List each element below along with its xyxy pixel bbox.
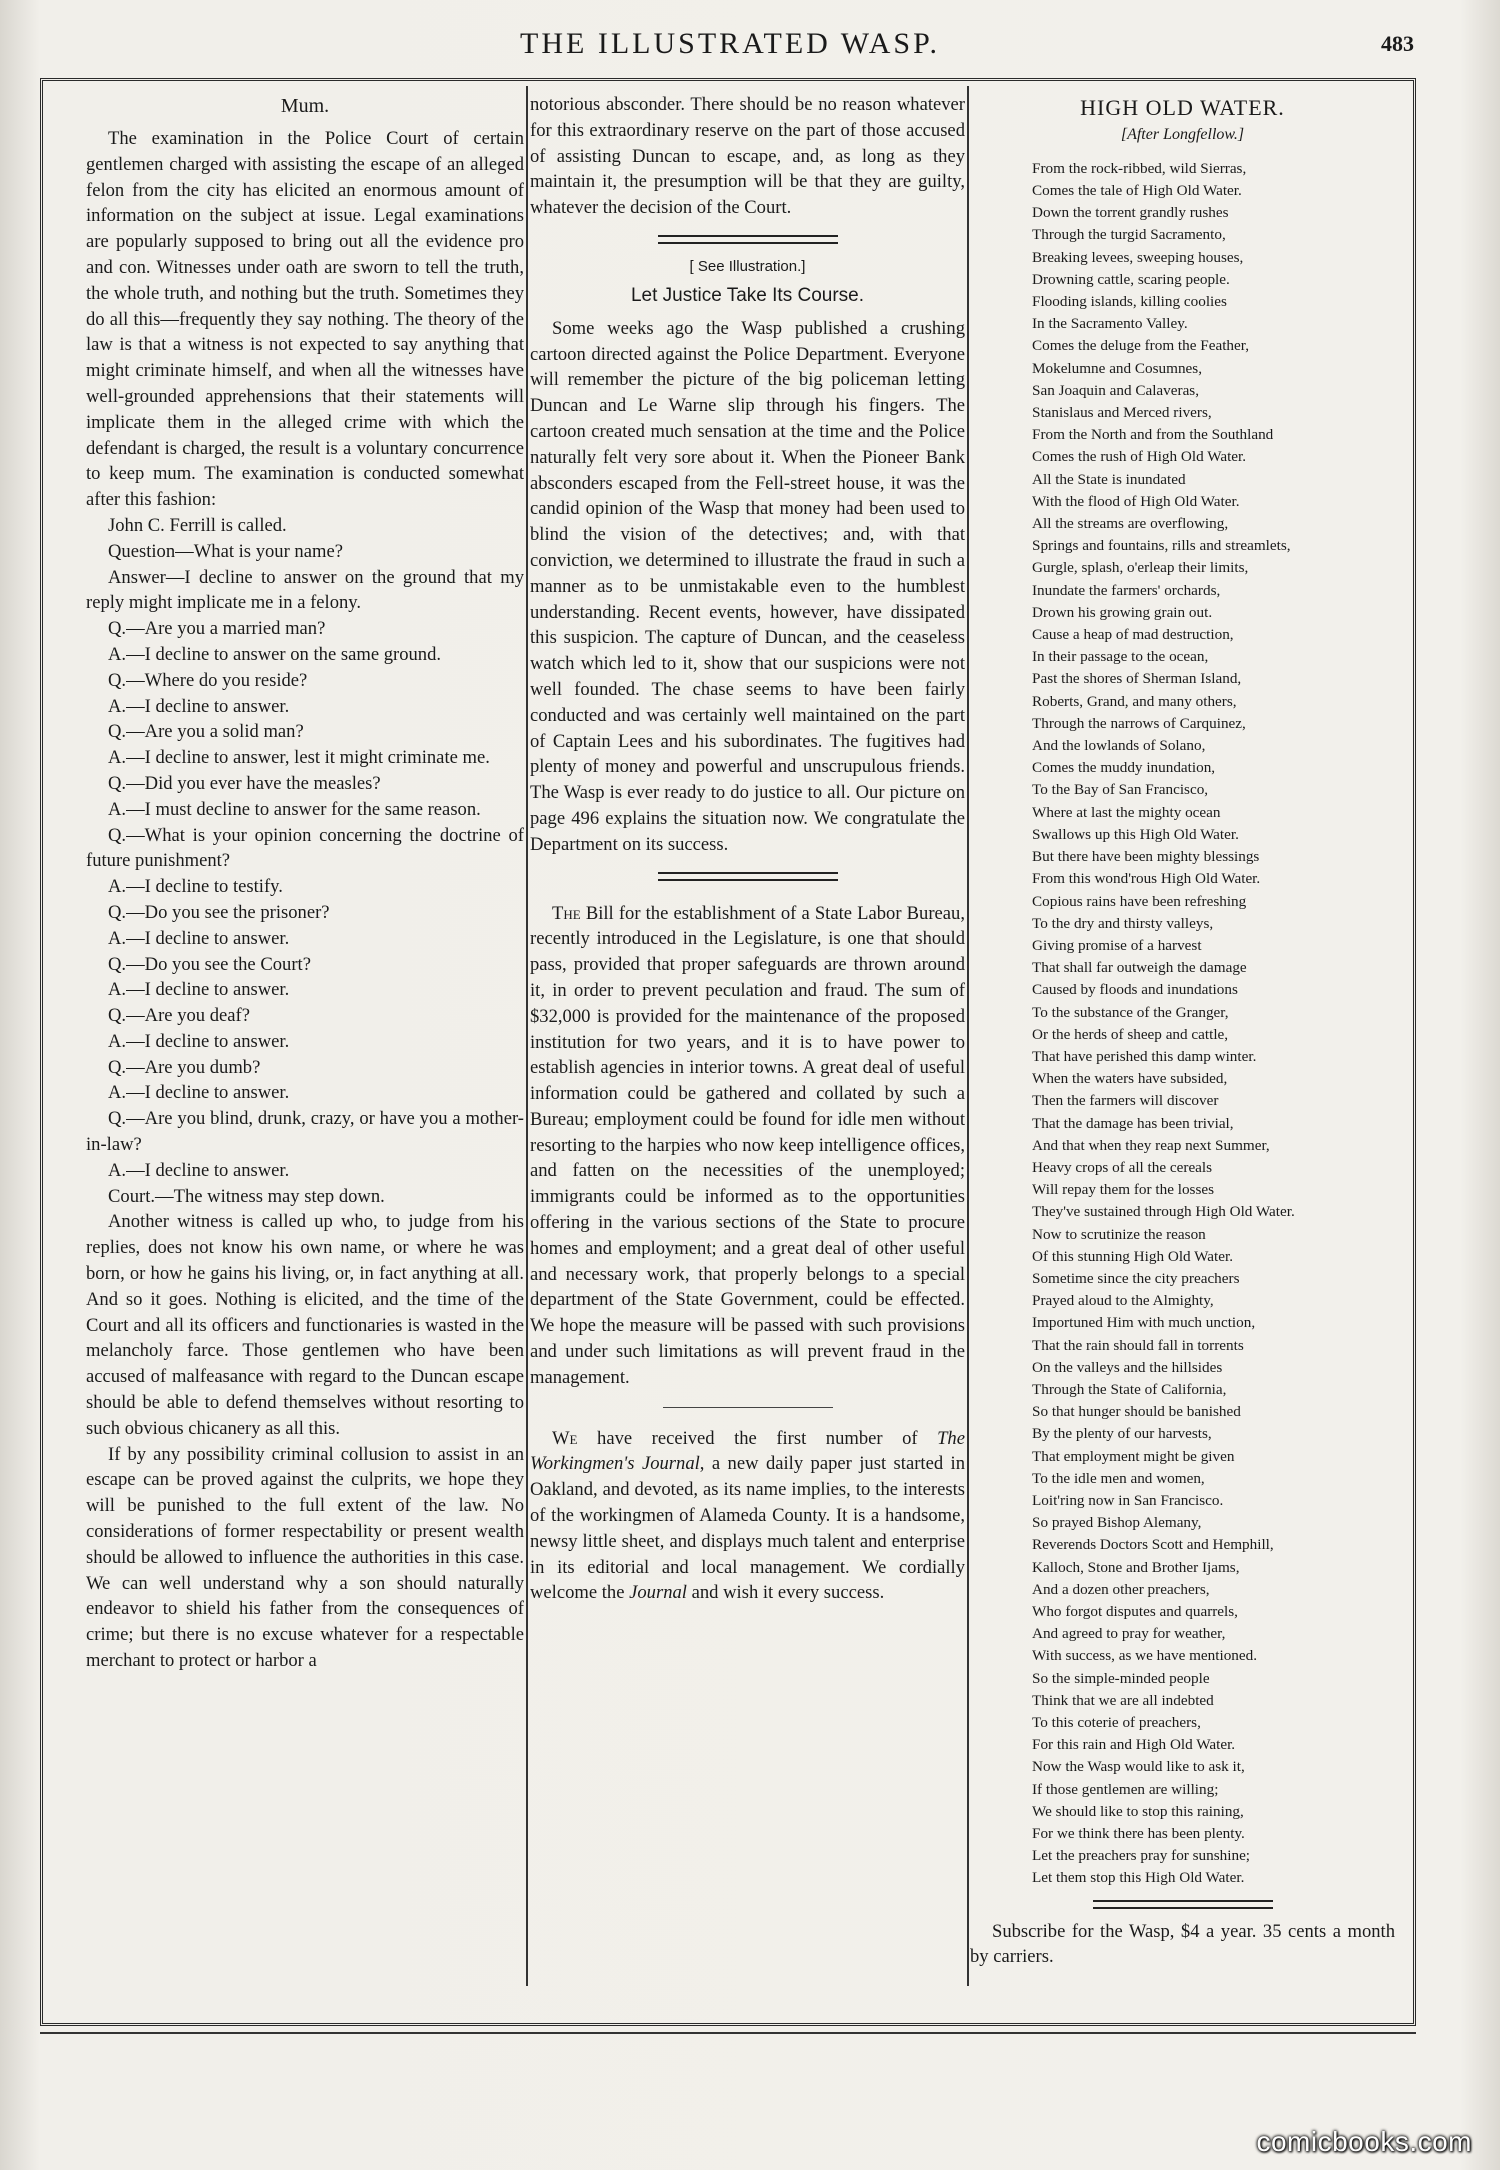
mum-qa-list — [86, 513, 524, 1210]
qa-line: A.—I decline to answer. — [108, 695, 290, 717]
separator — [663, 1407, 833, 1408]
poem-line: Breaking levees, sweeping houses, — [1032, 248, 1244, 266]
poem-line: They've sustained through High Old Water. — [1032, 1203, 1295, 1221]
qa-line: Q.—Where do you reside? — [108, 669, 308, 691]
poem-line: Comes the deluge from the Feather, — [1032, 337, 1250, 355]
mum-closing — [86, 1209, 524, 1673]
poem-line: Inundate the farmers' orchards, — [1032, 581, 1221, 599]
qa-line: Question—What is your name? — [108, 540, 343, 562]
qa-line: Q.—Are you blind, drunk, crazy, or have you a mother-in-law? — [86, 1108, 524, 1156]
qa-line: Q.—Are you a married man? — [108, 618, 326, 640]
poem-line: For we think there has been plenty. — [1032, 1825, 1245, 1843]
poem-line: To the idle men and women, — [1032, 1469, 1205, 1487]
poem-line: Mokelumne and Cosumnes, — [1032, 359, 1202, 377]
qa-line: A.—I decline to answer on the same ground. — [108, 643, 442, 665]
mum-continuation: notorious absconder. There should be no reason whatever for this extraordinary reserve on the part of those accused of assisting Duncan to escape, and, as long as they maintain it, the presumption will be that they are guilty, whatever the decision of the Court. — [530, 94, 965, 219]
qa-line: A.—I decline to answer. — [108, 1159, 290, 1181]
poem-line: And agreed to pray for weather, — [1032, 1625, 1226, 1643]
mum-paragraph: Another witness is called up who, to judge from his replies, does not know his own name, or where he was born, or how he gains his living, or, in fact anything at all. And so it goes. Nothing is elicited, and the time of the Court and all its officers and functionaries is wasted in the melancholy farce. Those gentlemen who have been accused of malfeasance with regard to the Duncan escape should be able to defend themselves without resorting to such obvious chicanery as all this. — [86, 1211, 524, 1439]
poem-line: Think that we are all indebted — [1032, 1691, 1214, 1709]
qa-line: A.—I decline to answer. — [108, 927, 290, 949]
separator — [530, 235, 965, 244]
poem-line: With the flood of High Old Water. — [1032, 492, 1240, 510]
masthead — [40, 22, 1420, 66]
poem-line: Importuned Him with much unction, — [1032, 1314, 1256, 1332]
poem-line: On the valleys and the hillsides — [1032, 1358, 1223, 1376]
poem-line: Roberts, Grand, and many others, — [1032, 692, 1237, 710]
poem-line: Of this stunning High Old Water. — [1032, 1247, 1233, 1265]
poem-title: HIGH OLD WATER. — [1080, 95, 1285, 120]
poem-line: Down the torrent grandly rushes — [1032, 204, 1229, 222]
poem-line: To the substance of the Granger, — [1032, 1003, 1229, 1021]
poem-line: With success, as we have mentioned. — [1032, 1647, 1258, 1665]
journal-lead: We — [552, 1427, 578, 1449]
poem-line: Drown his growing grain out. — [1032, 603, 1213, 621]
poem-line: By the plenty of our harvests, — [1032, 1425, 1212, 1443]
poem-line: That the damage has been trivial, — [1032, 1114, 1234, 1132]
poem-line: Let the preachers pray for sunshine; — [1032, 1847, 1251, 1865]
poem-line: All the streams are overflowing, — [1032, 515, 1229, 533]
poem-line: Springs and fountains, rills and streamlets, — [1032, 537, 1291, 555]
poem-line: We should like to stop this raining, — [1032, 1802, 1244, 1820]
journal-body-2: , a new daily paper just started in Oakland, and devoted, as its name implies, to the interests of the workingmen of Alameda County. It is a handsome, newsy little sheet, and displays much talent and enterprise in its editorial and local management. We cordially welcome the — [530, 1453, 966, 1604]
justice-body: Some weeks ago the Wasp published a crushing cartoon directed against the Police Department. Everyone will remember the picture of the big policeman letting Duncan and Le Warne slip through his fingers. The cartoon created much sensation at the time and the Police naturally felt very sore about it. When the Pioneer Bank absconders escaped from the Fell-street house, it was the candid opinion of the Wasp that money had been used to blind the vision of the detectives; and, with that conviction, we determined to illustrate the fraud in such a manner as to be unmistakable even to the humblest understanding. Recent events, however, have dissipated this suspicion. The capture of Duncan, and the ceaseless watch which led to it, show that our suspicions were not well founded. The chase seems to have been fairly conducted and was certainly well maintained on the part of Captain Lees and his subordinates. The fugitives had plenty of money and powerful and unscrupulous friends. The Wasp is ever ready to do justice to all. Our picture on page 496 explains the situation now. We congratulate the Department on its success. — [530, 317, 965, 855]
poem-line: When the waters have subsided, — [1032, 1070, 1228, 1088]
poem-line: So prayed Bishop Alemany, — [1032, 1514, 1202, 1532]
see-illustration-note: [ See Illustration.] — [689, 257, 806, 275]
poem-line: That employment might be given — [1032, 1447, 1235, 1465]
journal-title: The Workingmen's Journal — [530, 1427, 965, 1475]
qa-line: Answer—I decline to answer on the ground that my reply might implicate me in a felony. — [86, 566, 524, 614]
poem-line: Copious rains have been refreshing — [1032, 892, 1247, 910]
poem-line: And the lowlands of Solano, — [1032, 737, 1206, 755]
poem-line: To the Bay of San Francisco, — [1032, 781, 1209, 799]
poem-line: Sometime since the city preachers — [1032, 1269, 1240, 1287]
poem-line: Caused by floods and inundations — [1032, 981, 1238, 999]
bottom-rule — [40, 2032, 1416, 2034]
mum-intro — [86, 126, 524, 513]
poem-line: Now the Wasp would like to ask it, — [1032, 1758, 1245, 1776]
poem-line: If those gentlemen are willing; — [1032, 1780, 1219, 1798]
qa-line: Q.—Did you ever have the measles? — [108, 772, 381, 794]
article-title-justice: Let Justice Take Its Course. — [630, 284, 865, 306]
column-divider-1 — [526, 86, 528, 1986]
column-divider-2 — [967, 86, 969, 1986]
labor-lead: The — [552, 902, 581, 924]
qa-line: A.—I must decline to answer for the same reason. — [108, 798, 481, 820]
poem-line: Giving promise of a harvest — [1032, 936, 1202, 954]
poem-line: For this rain and High Old Water. — [1032, 1736, 1236, 1754]
qa-line: Q.—Are you dumb? — [108, 1056, 261, 1078]
poem-line: In their passage to the ocean, — [1032, 648, 1209, 666]
poem-subtitle: [After Longfellow.] — [1120, 126, 1245, 143]
journal-body-1: have received the first number of — [597, 1427, 938, 1449]
poem-line: Comes the muddy inundation, — [1032, 759, 1216, 777]
poem-line: Where at last the mighty ocean — [1032, 803, 1221, 821]
poem-line: And a dozen other preachers, — [1032, 1580, 1210, 1598]
poem-line: Now to scrutinize the reason — [1032, 1225, 1206, 1243]
poem-line: Then the farmers will discover — [1032, 1092, 1219, 1110]
qa-line: Court.—The witness may step down. — [108, 1185, 385, 1207]
poem-line: To the dry and thirsty valleys, — [1032, 914, 1214, 932]
qa-line: A.—I decline to answer. — [108, 979, 290, 1001]
journal-body-3: and wish it every success. — [686, 1582, 885, 1604]
poem-line: From the North and from the Southland — [1032, 426, 1274, 444]
journal-paragraph — [530, 1426, 965, 1607]
poem-line: Flooding islands, killing coolies — [1032, 293, 1227, 311]
poem-line: Gurgle, splash, o'erleap their limits, — [1032, 559, 1249, 577]
poem-line: Cause a heap of mad destruction, — [1032, 626, 1234, 644]
poem-line: Who forgot disputes and quarrels, — [1032, 1603, 1238, 1620]
poem-line: Comes the rush of High Old Water. — [1032, 448, 1247, 466]
poem-line: In the Sacramento Valley. — [1032, 315, 1188, 333]
poem-line: Drowning cattle, scaring people. — [1032, 270, 1230, 288]
poem-line: Prayed aloud to the Almighty, — [1032, 1292, 1214, 1310]
page-number: 483 — [1381, 31, 1414, 56]
masthead-title: THE ILLUSTRATED WASP. — [520, 27, 940, 60]
poem-line: San Joaquin and Calaveras, — [1032, 381, 1200, 399]
poem-line: That have perished this damp winter. — [1032, 1047, 1257, 1065]
labor-body: Bill for the establishment of a State Labor Bureau, recently introduced in the Legislature, is one that should pass, provided that proper safeguards are thrown around it, in order to prevent peculation and fraud. The sum of $32,000 is provided for the maintenance of the proposed institution for two years, and it is to have power to establish agencies in interior towns. A great deal of useful information could be gathered and collated by such a Bureau; employment could be found for idle men without resorting to the harpies who now keep intelligence offices, and fatten on the necessities of the unemployed; immigrants could be informed as to the opportunities offering in the various sections of the State to procure homes and employment; and a great deal of other useful and necessary work, that properly belongs to a special department of the State Government, could be effected. We hope the measure will be passed with such provisions and under such limitations as will prevent fraud in the management. — [530, 902, 965, 1388]
poem-line: Through the turgid Sacramento, — [1032, 226, 1226, 244]
poem-line: Or the herds of sheep and cattle, — [1032, 1025, 1229, 1043]
poem-line: Heavy crops of all the cereals — [1032, 1158, 1213, 1176]
poem-line: Past the shores of Sherman Island, — [1032, 670, 1242, 688]
poem-line: And that when they reap next Summer, — [1032, 1136, 1270, 1154]
qa-line: Q.—Are you a solid man? — [108, 721, 304, 743]
poem-line: Through the State of California, — [1032, 1380, 1227, 1398]
poem-line: That shall far outweigh the damage — [1032, 959, 1247, 977]
qa-line: A.—I decline to answer. — [108, 1082, 290, 1104]
poem-line: That the rain should fall in torrents — [1032, 1336, 1244, 1354]
poem-body — [970, 158, 1395, 1890]
qa-line: A.—I decline to answer. — [108, 1030, 290, 1052]
poem-line: To this coterie of preachers, — [1032, 1714, 1201, 1732]
separator — [530, 872, 965, 881]
watermark: comicbooks.com — [1256, 2126, 1472, 2157]
poem-line: Comes the tale of High Old Water. — [1032, 182, 1242, 199]
qa-line: Q.—What is your opinion concerning the doctrine of future punishment? — [86, 824, 524, 872]
poem-line: Kalloch, Stone and Brother Ijams, — [1032, 1558, 1240, 1576]
qa-line: Q.—Do you see the prisoner? — [108, 901, 330, 923]
poem-line: From this wond'rous High Old Water. — [1032, 870, 1261, 888]
labor-bureau-paragraph — [530, 901, 965, 1391]
mum-paragraph: The examination in the Police Court of certain gentlemen charged with assisting the escape of an alleged felon from the city has elicited an enormous amount of information on the subject at issue. Legal examinations are popularly supposed to bring out all the evidence pro and con. Witnesses under oath are sworn to tell the truth, the whole truth, and nothing but the truth. Sometimes they do all this—frequently they say nothing. The theory of the law is that a witness is not expected to say anything that might criminate himself, and when all the witnesses have well-grounded apprehensions that their statements will implicate them in the alleged crime with which the defendant is charged, the result is a voluntary concurrence to keep mum. The examination is conducted somewhat after this fashion: — [86, 128, 524, 511]
qa-line: Q.—Are you deaf? — [108, 1005, 250, 1027]
poem-line: So that hunger should be banished — [1032, 1403, 1241, 1421]
poem-line: So the simple-minded people — [1032, 1669, 1210, 1687]
column-poem — [970, 92, 1395, 1970]
journal-title-2: Journal — [629, 1582, 687, 1604]
poem-line: Through the narrows of Carquinez, — [1032, 714, 1246, 732]
article-title-mum: Mum. — [280, 95, 330, 117]
poem-line: Stanislaus and Merced rivers, — [1032, 404, 1212, 422]
poem-line: All the State is inundated — [1032, 470, 1186, 488]
column-middle — [530, 92, 965, 1606]
qa-line: John C. Ferrill is called. — [108, 514, 287, 536]
separator — [970, 1900, 1395, 1909]
poem-line: Will repay them for the losses — [1032, 1181, 1215, 1199]
qa-line: A.—I decline to answer, lest it might criminate me. — [108, 747, 490, 769]
poem-line: But there have been mighty blessings — [1032, 848, 1260, 866]
poem-line: Loit'ring now in San Francisco. — [1032, 1491, 1224, 1509]
poem-line: From the rock-ribbed, wild Sierras, — [1032, 159, 1247, 177]
subscribe-notice: Subscribe for the Wasp, $4 a year. 35 cents a month by carriers. — [970, 1920, 1395, 1968]
column-mum — [86, 92, 524, 1992]
poem-line: Let them stop this High Old Water. — [1032, 1869, 1245, 1887]
mum-paragraph: If by any possibility criminal collusion to assist in an escape can be proved against the culprits, we hope they will be punished to the full extent of the law. No considerations of former respectability or present wealth should be allowed to influence the authorities in this case. We can well understand why a son should naturally endeavor to shield his father from the consequences of crime; but there is no excuse whatever for a respectable merchant to protect or harbor a — [86, 1443, 524, 1672]
qa-line: A.—I decline to testify. — [108, 876, 283, 898]
qa-line: Q.—Do you see the Court? — [108, 953, 311, 975]
poem-line: Reverends Doctors Scott and Hemphill, — [1032, 1536, 1274, 1554]
poem-line: Swallows up this High Old Water. — [1032, 825, 1239, 843]
